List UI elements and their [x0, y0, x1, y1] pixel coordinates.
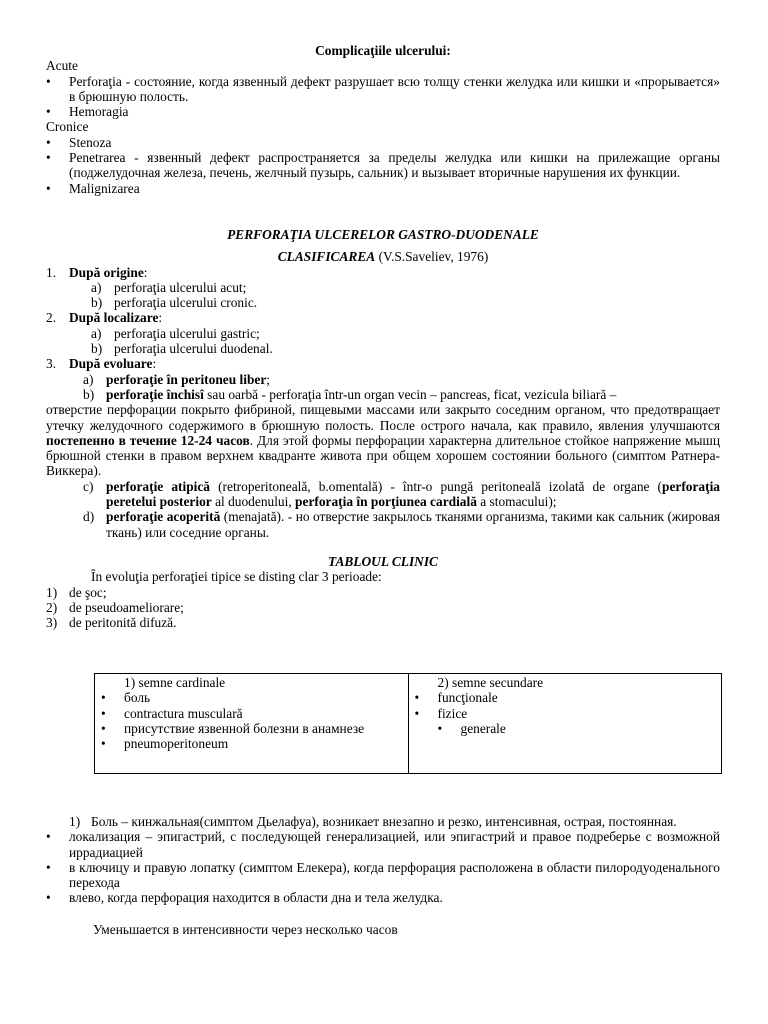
class-item: 2. După localizare: [46, 310, 163, 326]
list-item: • локализация – эпигастрий, с последующей генерализацией, или эпигастрий и правое подреберье с возможной иррадиацией [46, 829, 720, 860]
list-item: • Penetrarea - язвенный дефект распространяется за пределы желудка или кишки на прилежащие органы (поджелудочная железа, печень, желчный пузырь, сальник) и вызывает вторичные нарушения их функции. [46, 150, 720, 181]
complications-title: Complicaţiile ulcerului: [315, 43, 451, 58]
clinic-intro: În evoluţia perforaţiei tipice se disting clar 3 perioade: [91, 569, 382, 585]
list-item: • боль [101, 690, 402, 705]
pain-note: Уменьшается в интенсивности через несколько часов [93, 921, 398, 937]
pain-section [46, 814, 720, 937]
perforation-term: Perforaţia - [69, 73, 135, 89]
class-subitem: a) perforaţia ulcerului gastric; [91, 325, 260, 341]
document-page [46, 43, 720, 630]
perforation-text: состояние, когда язвенный дефект разрушает всю толщу стенки желудка или кишки и «прорывается» в брюшную полость. [69, 73, 720, 104]
list-item: • pneumoperitoneum [101, 736, 402, 751]
classification-title: CLASIFICAREA [277, 249, 376, 265]
cardinal-signs-head: 1) semne cardinale [124, 675, 226, 690]
cronice-label: Cronice [46, 119, 89, 135]
class-subitem: a) perforaţie în peritoneu liber; [83, 371, 271, 387]
class-subitem: a) perforaţia ulcerului acut; [91, 279, 247, 295]
period-item: 3) de peritonită difuză. [46, 615, 177, 631]
perforation-title: PERFORAŢIA ULCERELOR GASTRO-DUODENALE [227, 226, 539, 242]
period-item: 2) de pseudoameliorare; [46, 599, 184, 615]
list-item: • Malignizarea [46, 181, 720, 196]
period-item: 1) de şoc; [46, 584, 107, 600]
class-item: 1. După origine: [46, 264, 148, 280]
pain-head: 1) Боль – кинжальная(симптом Дьелафуа), возникает внезапно и резко, интенсивная, острая, постоянная. [69, 814, 677, 829]
class-subitem: b) perforaţie închisî sau oarbă - perforaţia într-un organ vecin – pancreas, ficat, vezicula biliară – [83, 386, 617, 402]
class-item: 3. După evoluare: [46, 356, 157, 372]
class-subitem: b) perforaţia ulcerului duodenal. [91, 341, 273, 357]
list-item [46, 74, 720, 105]
list-item: • fizice [415, 706, 716, 721]
list-item: • Stenoza [46, 135, 720, 150]
secondary-signs-head: 2) semne secundare [437, 675, 544, 690]
list-item: • присутствие язвенной болезни в анамнезе [101, 721, 402, 736]
class-subitem: d) perforaţie acoperită (menajată). - но отверстие закрылось тканями организма, такими как сальник (жировая ткань) или соседние органы. [83, 509, 720, 540]
list-item: • funcţionale [415, 690, 716, 705]
list-item: • contractura musculară [101, 706, 402, 721]
class-subitem: c) perforaţie atipică (retroperitoneală, b.omentală) - într-o pungă peritoneală izolată de organe (perforaţia peretelui posterior al duodenului, perforaţia în porţiunea cardială a stomacului); [83, 478, 721, 510]
secondary-signs-cell [408, 674, 722, 774]
list-item: • Hemoragia [46, 104, 720, 119]
list-item: • влево, когда перфорация находится в области дна и тела желудка. [46, 890, 720, 905]
classification-ref: (V.S.Saveliev, 1976) [375, 249, 489, 265]
list-item: • generale [438, 721, 716, 736]
list-item: • в ключицу и правую лопатку (симптом Елекера), когда перфорация расположена в области пилородуоденального перехода [46, 860, 720, 891]
classification-heading [46, 249, 720, 264]
acute-label: Acute [46, 58, 78, 74]
signs-table [94, 673, 722, 774]
class-subitem: b) perforaţia ulcerului cronic. [91, 295, 258, 311]
paragraph: отверстие перфорации покрыто фибриной, пищевыми массами или закрыто соседним органом, что предотвращает утечку желудочного содержимого в брюшную полость. После острого начала, как правило, явления улучшаются постепенно в течение 12-24 часов. Для этой формы перфорации характерна длительное стойкое напряжение мышц брюшной стенки в правом верхнем квадранте живота при общем хорошем состоянии больного (симптом Ратнера-Виккера). [46, 402, 720, 479]
cardinal-signs-cell [95, 674, 409, 774]
clinic-title: TABLOUL CLINIC [328, 553, 438, 569]
